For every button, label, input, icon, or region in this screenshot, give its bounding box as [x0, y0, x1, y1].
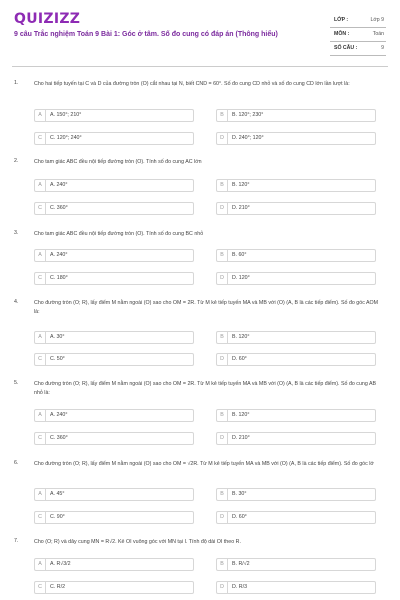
option-text: A. 45°	[50, 491, 65, 497]
option-letter: A	[35, 489, 46, 500]
option-letter: B	[217, 559, 228, 570]
option-letter: D	[217, 273, 228, 284]
option-c[interactable]	[34, 132, 194, 145]
quizizz-logo[interactable]: QUIZIZZ	[14, 11, 81, 27]
option-text: A. 240°	[50, 412, 68, 418]
option-text: D. 210°	[232, 205, 250, 211]
option-b[interactable]	[216, 488, 376, 501]
option-c[interactable]	[34, 272, 194, 285]
option-letter: D	[217, 582, 228, 593]
option-a[interactable]	[34, 409, 194, 422]
option-letter: A	[35, 110, 46, 121]
option-letter: B	[217, 110, 228, 121]
option-d[interactable]	[216, 272, 376, 285]
question-text: Cho (O; R) và dây cung MN = R√2. Kẻ OI vuông góc với MN tại I. Tính độ dài OI theo R.	[34, 539, 241, 545]
option-b[interactable]	[216, 558, 376, 571]
option-letter: C	[35, 582, 46, 593]
question-number: 3.	[14, 230, 19, 236]
meta-label: LỚP :	[334, 17, 349, 23]
question-number: 2.	[14, 158, 19, 164]
option-text: A. 150°; 210°	[50, 112, 82, 118]
meta-label: SỐ CÂU :	[334, 45, 358, 51]
option-text: B. 120°	[232, 412, 250, 418]
option-text: B. 60°	[232, 252, 247, 258]
option-letter: B	[217, 489, 228, 500]
option-a[interactable]	[34, 109, 194, 122]
option-text: A. 240°	[50, 182, 68, 188]
option-a[interactable]	[34, 249, 194, 262]
question-text: Cho hai tiếp tuyến tại C và D của đường tròn (O) cắt nhau tại N, biết CND = 60°. Số đo cung CD nhỏ và số đo cung CD lớn lần lượt là:	[34, 81, 350, 87]
meta-value: Lớp 9	[370, 17, 384, 23]
option-letter: C	[35, 512, 46, 523]
option-letter: B	[217, 250, 228, 261]
question-text: Cho tam giác ABC đều nội tiếp đường tròn (O). Tính số đo cung BC nhỏ	[34, 231, 204, 237]
option-b[interactable]	[216, 109, 376, 122]
option-letter: A	[35, 332, 46, 343]
option-text: C. 120°; 240°	[50, 135, 82, 141]
meta-label: MÔN :	[334, 31, 350, 37]
divider	[330, 55, 386, 56]
option-letter: D	[217, 203, 228, 214]
meta-value: 9	[381, 45, 384, 51]
option-text: D. R/3	[232, 584, 248, 590]
option-letter: B	[217, 332, 228, 343]
option-text: A. 240°	[50, 252, 68, 258]
question-text: Cho đường tròn (O; R), lấy điểm M nằm ngoài (O) sao cho OM = 2R. Từ M kẻ tiếp tuyến MA và MB với (O) (A, B là các tiếp điểm). Số đo góc AOM là:	[34, 300, 379, 316]
option-text: B. 120°	[232, 182, 250, 188]
option-d[interactable]	[216, 511, 376, 524]
option-text: D. 60°	[232, 514, 247, 520]
option-text: A. 30°	[50, 334, 65, 340]
meta-subject	[330, 28, 386, 41]
option-text: B. 120°	[232, 334, 250, 340]
option-text: C. 360°	[50, 435, 68, 441]
meta-count	[330, 42, 386, 55]
option-letter: D	[217, 433, 228, 444]
option-d[interactable]	[216, 132, 376, 145]
option-b[interactable]	[216, 409, 376, 422]
question-number: 1.	[14, 80, 19, 86]
option-letter: D	[217, 133, 228, 144]
option-text: C. 180°	[50, 275, 68, 281]
option-c[interactable]	[34, 581, 194, 594]
question-number: 4.	[14, 299, 19, 305]
question-text: Cho đường tròn (O; R), lấy điểm M nằm ngoài (O) sao cho OM = √2R. Từ M kẻ tiếp tuyến MA và MB với (O) (A, B là các tiếp điểm). Số đo góc lớ	[34, 461, 374, 467]
option-d[interactable]	[216, 581, 376, 594]
option-text: C. R/2	[50, 584, 66, 590]
option-c[interactable]	[34, 432, 194, 445]
option-letter: A	[35, 410, 46, 421]
option-c[interactable]	[34, 202, 194, 215]
option-b[interactable]	[216, 331, 376, 344]
option-text: D. 60°	[232, 356, 247, 362]
option-text: B. 30°	[232, 491, 247, 497]
option-text: B. 120°; 230°	[232, 112, 264, 118]
option-letter: C	[35, 354, 46, 365]
option-a[interactable]	[34, 558, 194, 571]
option-text: C. 50°	[50, 356, 65, 362]
question-number: 5.	[14, 380, 19, 386]
option-letter: A	[35, 250, 46, 261]
question-text: Cho tam giác ABC đều nội tiếp đường tròn (O). Tính số đo cung AC lớn	[34, 159, 202, 165]
option-letter: C	[35, 433, 46, 444]
question-number: 6.	[14, 460, 19, 466]
option-letter: B	[217, 180, 228, 191]
option-letter: A	[35, 559, 46, 570]
option-letter: C	[35, 203, 46, 214]
option-a[interactable]	[34, 331, 194, 344]
question-number: 7.	[14, 538, 19, 544]
option-c[interactable]	[34, 511, 194, 524]
option-c[interactable]	[34, 353, 194, 366]
option-a[interactable]	[34, 488, 194, 501]
option-letter: C	[35, 273, 46, 284]
option-d[interactable]	[216, 202, 376, 215]
question-text: Cho đường tròn (O; R), lấy điểm M nằm ngoài (O) sao cho OM = 2R. Từ M kẻ tiếp tuyến MA và MB với (O) (A, B là các tiếp điểm). Số đo cung AB nhỏ là:	[34, 381, 377, 397]
option-letter: C	[35, 133, 46, 144]
option-letter: B	[217, 410, 228, 421]
option-b[interactable]	[216, 179, 376, 192]
header-divider	[12, 66, 388, 67]
option-letter: D	[217, 512, 228, 523]
option-b[interactable]	[216, 249, 376, 262]
meta-grade	[330, 14, 386, 27]
header	[0, 0, 400, 64]
option-d[interactable]	[216, 432, 376, 445]
option-text: D. 120°	[232, 275, 250, 281]
option-a[interactable]	[34, 179, 194, 192]
option-letter: D	[217, 354, 228, 365]
option-text: D. 210°	[232, 435, 250, 441]
option-letter: A	[35, 180, 46, 191]
option-text: C. 360°	[50, 205, 68, 211]
option-text: A. R√3/2	[50, 561, 71, 567]
page-title: 9 câu Trắc nghiệm Toán 9 Bài 1: Góc ở tâm. Số đo cung có đáp án (Thông hiểu)	[14, 31, 278, 38]
option-text: B. R/√2	[232, 561, 250, 567]
option-text: D. 240°; 120°	[232, 135, 264, 141]
meta-value: Toán	[372, 31, 384, 37]
option-text: C. 90°	[50, 514, 65, 520]
option-d[interactable]	[216, 353, 376, 366]
